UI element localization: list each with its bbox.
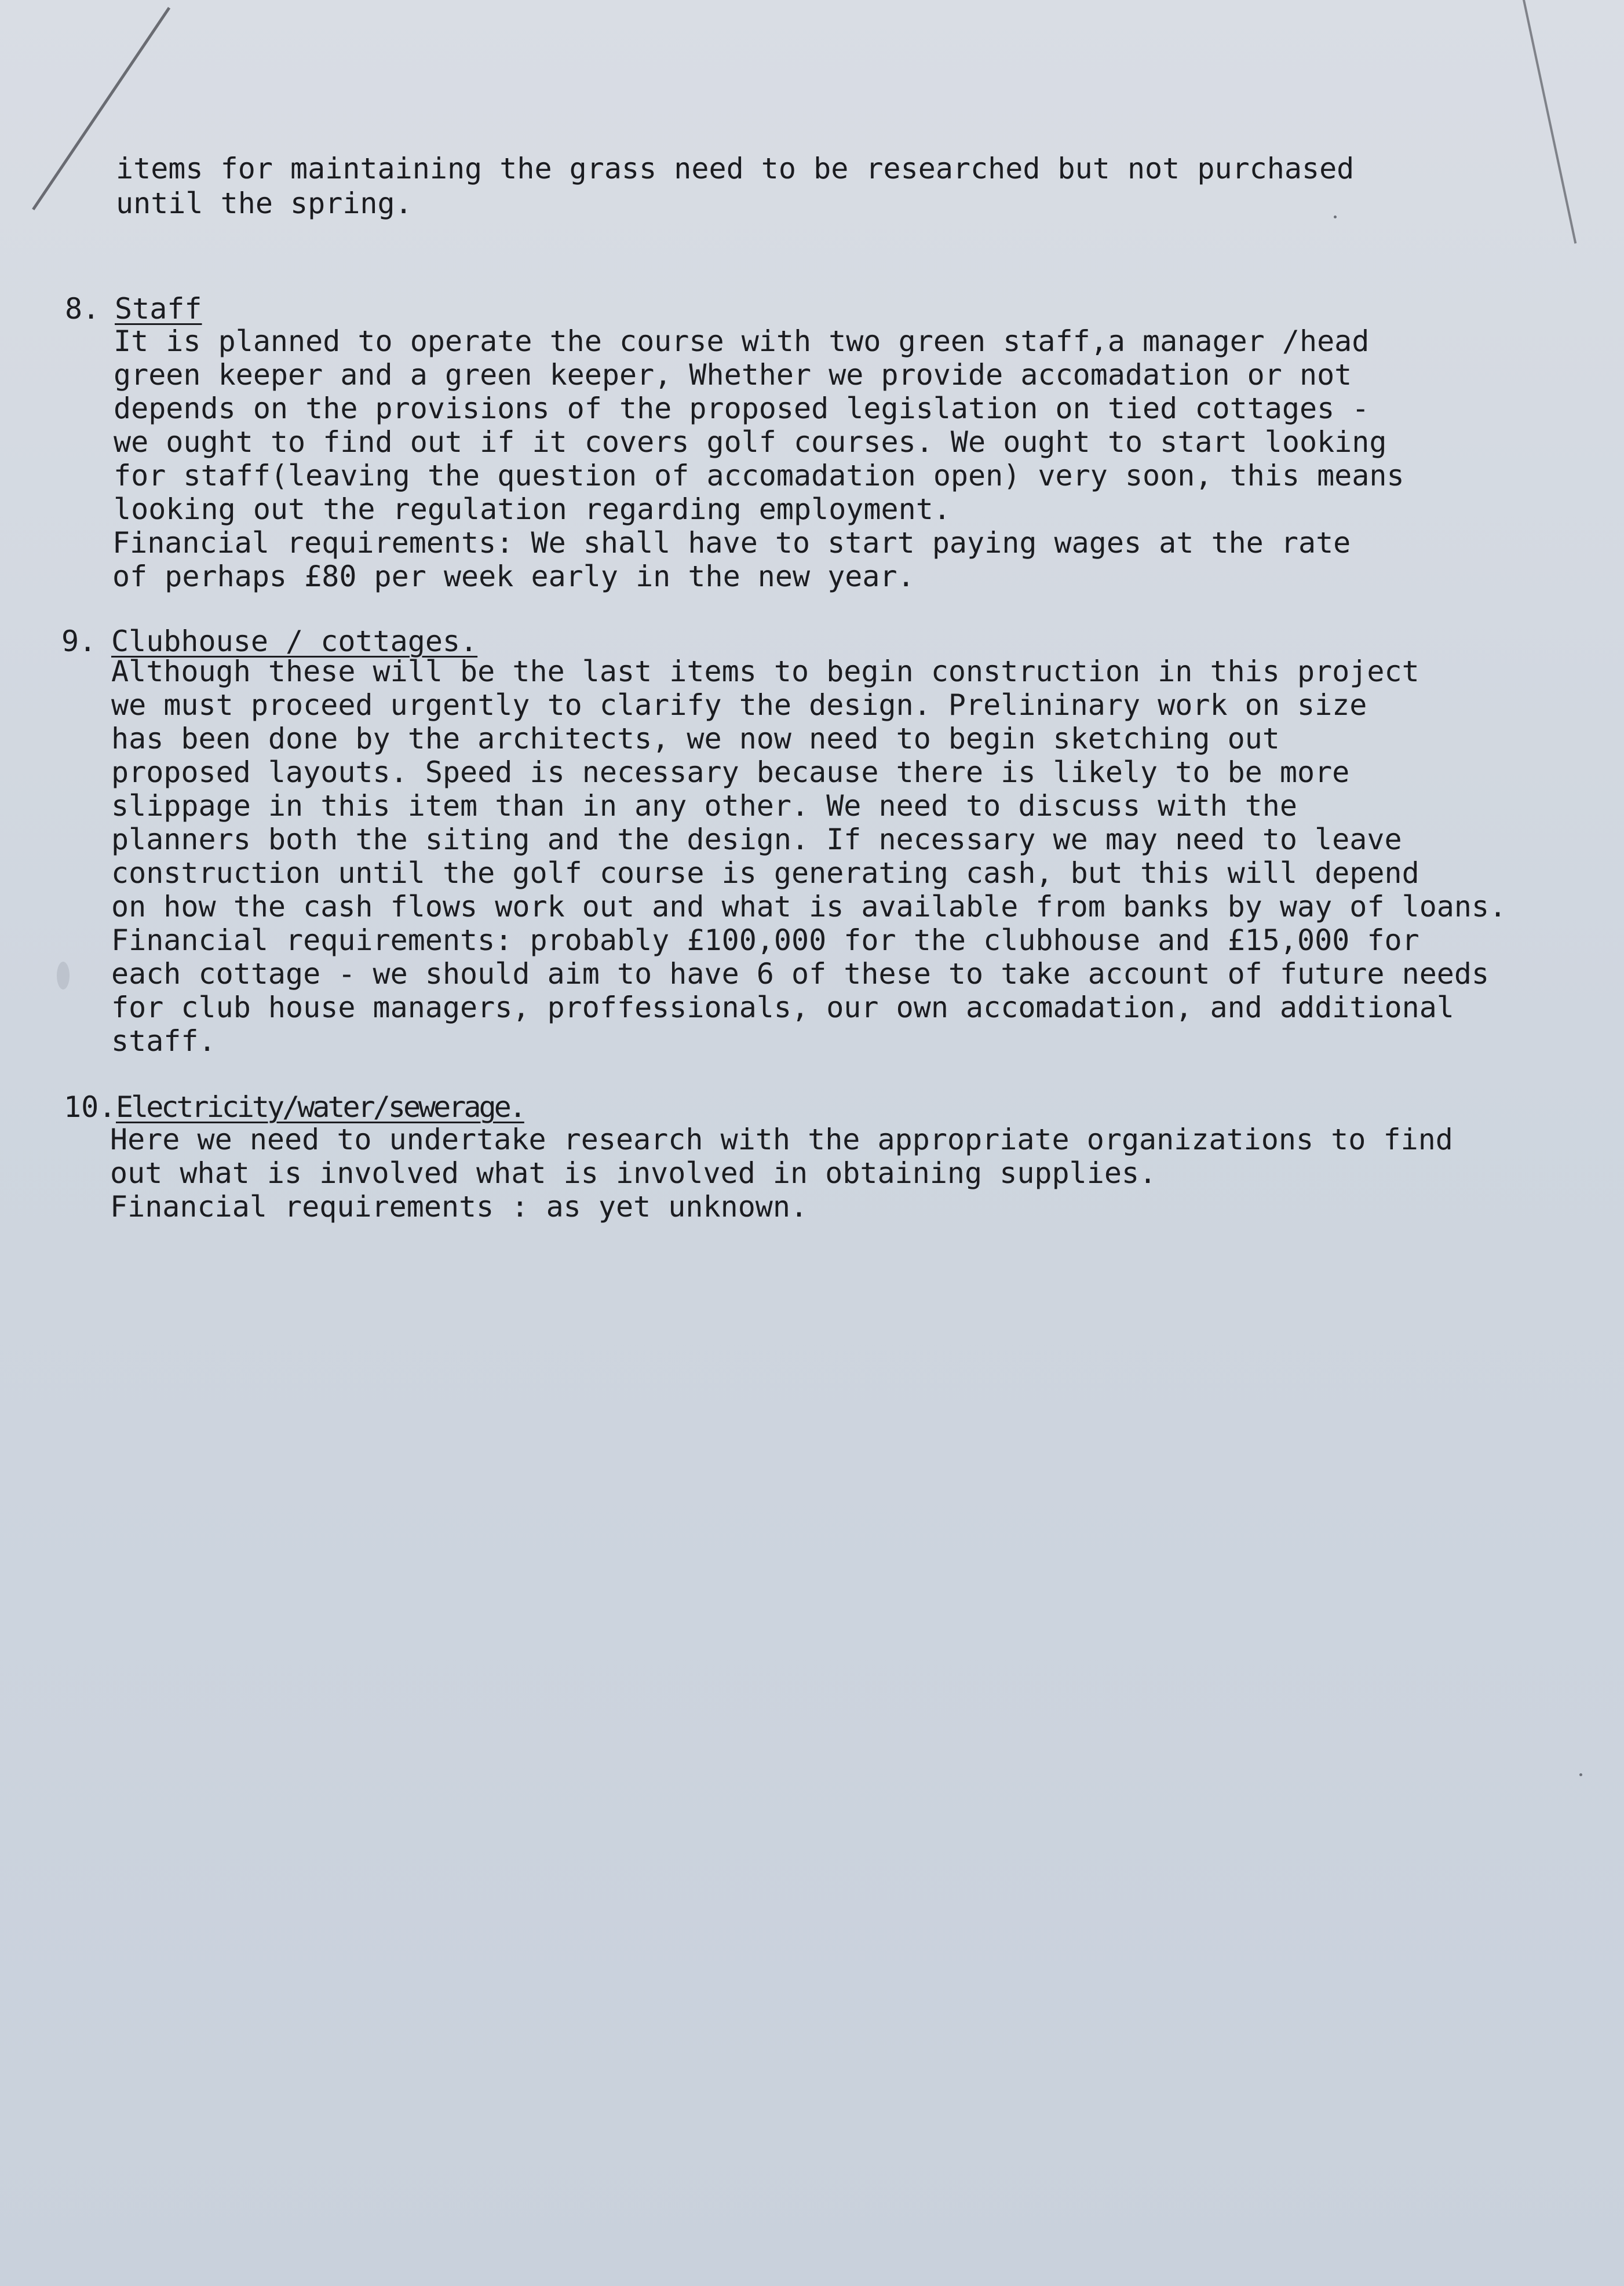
section-line: for club house managers, proffessionals, our own accomadation, and additional xyxy=(111,991,1454,1024)
section-line: slippage in this item than in any other. We need to discuss with the xyxy=(111,789,1297,823)
section-line: looking out the regulation regarding employment. xyxy=(114,492,951,526)
section-heading: Clubhouse / cottages. xyxy=(111,625,478,658)
section-line: It is planned to operate the course with two green staff,a manager /head xyxy=(114,324,1370,358)
section-line: planners both the siting and the design. If necessary we may need to leave xyxy=(111,823,1402,856)
section-line: we ought to find out if it covers golf courses. We ought to start looking xyxy=(114,425,1387,459)
section-line: green keeper and a green keeper, Whether we provide accomadation or not xyxy=(114,358,1352,392)
section-line: on how the cash flows work out and what is available from banks by way of loans. xyxy=(111,890,1507,923)
scan-speck xyxy=(1579,1773,1582,1776)
section-number: 9. xyxy=(61,625,97,658)
section-line: of perhaps £80 per week early in the new year. xyxy=(112,560,915,593)
section-line: depends on the provisions of the proposed legislation on tied cottages - xyxy=(114,392,1370,425)
section-number: 8. xyxy=(65,292,100,326)
section-line: proposed layouts. Speed is necessary because there is likely to be more xyxy=(111,755,1350,789)
section-line: we must proceed urgently to clarify the design. Prelininary work on size xyxy=(111,688,1367,722)
section-line: Here we need to undertake research with the appropriate organizations to find xyxy=(110,1123,1453,1156)
section-line: construction until the golf course is generating cash, but this will depend xyxy=(111,856,1419,890)
section-line: for staff(leaving the question of accomadation open) very soon, this means xyxy=(114,459,1404,492)
section-line: staff. xyxy=(111,1024,216,1058)
section-line: has been done by the architects, we now need to begin sketching out xyxy=(111,722,1280,755)
section-number: 10. xyxy=(64,1090,116,1124)
continuation-line: items for maintaining the grass need to be researched but not purchased xyxy=(116,152,1355,185)
continuation-line: until the spring. xyxy=(116,187,413,220)
section-heading: Staff xyxy=(115,292,202,326)
section-line: each cottage - we should aim to have 6 of these to take account of future needs xyxy=(111,957,1490,991)
section-line: Financial requirements: probably £100,000 for the clubhouse and £15,000 for xyxy=(111,923,1419,957)
section-line: out what is involved what is involved in obtaining supplies. xyxy=(110,1156,1157,1190)
section-line: Although these will be the last items to begin construction in this project xyxy=(111,655,1419,688)
section-heading: Electricity/water/sewerage. xyxy=(116,1090,524,1124)
section-line: Financial requirements: We shall have to start paying wages at the rate xyxy=(112,526,1351,560)
section-line: Financial requirements : as yet unknown. xyxy=(110,1190,808,1224)
